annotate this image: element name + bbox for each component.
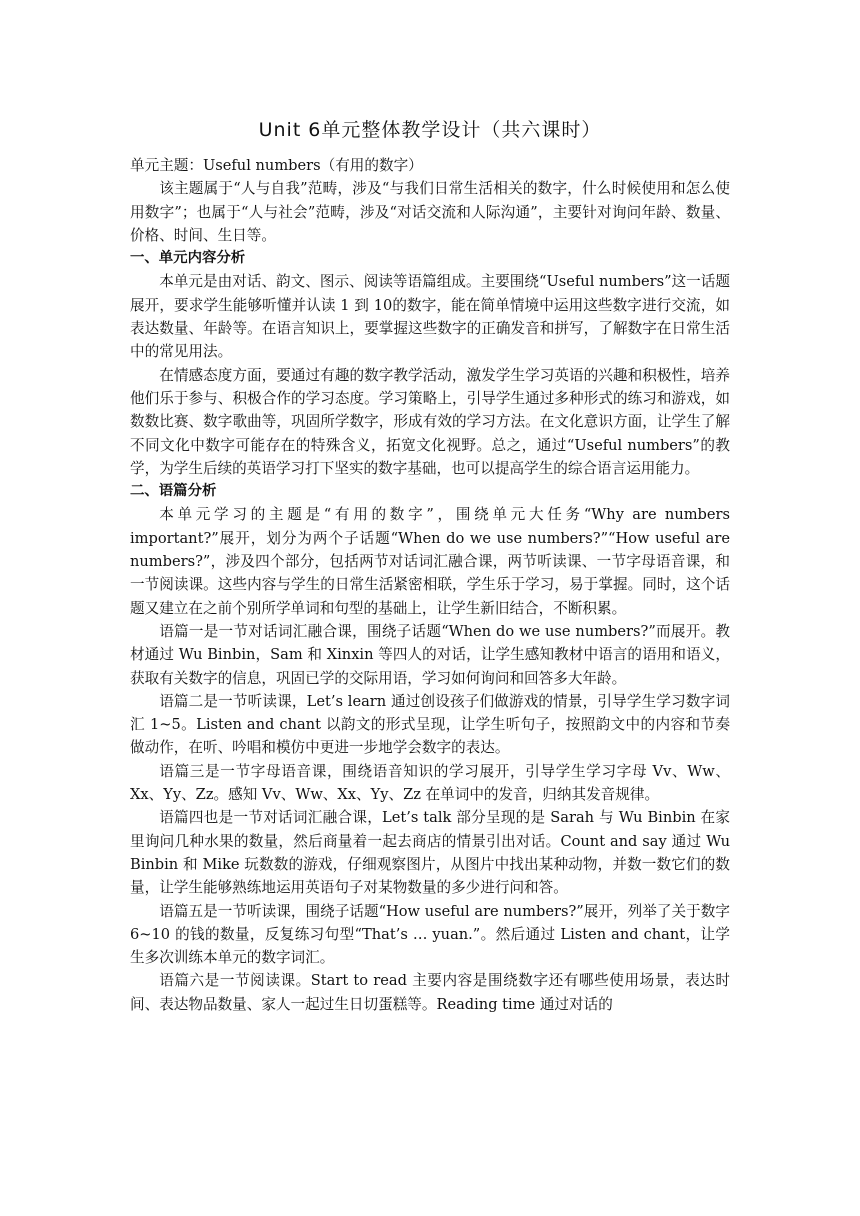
unit-theme-label: 单元主题： [130, 157, 203, 174]
section2-paragraph: 本单元学习的主题是“有用的数字”，围绕单元大任务“Why are numbers important?”展开，划分为两个子话题“When do we use numbers?”“How useful are numbers?”，涉及四个部分，包括两节对话词汇融合课，两节听读课、一节字母语音课，和一节阅读课。这些内容与学生的日常生活紧密相联，学生乐于学习，易于掌握。同时，这个话题又建立在之前个别所学单词和句型的基础上，让学生新旧结合，不断积累。 [130, 506, 730, 617]
theme-paragraph: 该主题属于“人与自我”范畴，涉及“与我们日常生活相关的数字，什么时候使用和怎么使用数字”；也属于“人与社会”范畴，涉及“对话交流和人际沟通”，主要针对询问年龄、数量、价格、时间、生日等。 [130, 180, 730, 244]
unit-theme-line [130, 154, 730, 177]
section1-paragraph: 本单元是由对话、韵文、图示、阅读等语篇组成。主要围绕“Useful numbers”这一话题展开，要求学生能够听懂并认读 1 到 10的数字，能在简单情境中运用这些数字进行交流，如表达数量、年龄等。在语言知识上，要掌握这些数字的正确发音和拼写，了解数字在日常生活中的常见用法。 [130, 273, 730, 361]
section1-heading: 一、单元内容分析 [130, 250, 246, 267]
section2-paragraph: 语篇四也是一节对话词汇融合课，Let’s talk 部分呈现的是 Sarah 与 Wu Binbin 在家里询问几种水果的数量，然后商量着一起去商店的情景引出对话。Count and say 通过 Wu Binbin 和 Mike 玩数数的游戏，仔细观察图片，从图片中找出某种动物，并数一数它们的数量，让学生能够熟练地运用英语句子对某物数量的多少进行问和答。 [130, 809, 730, 897]
section1-paragraph: 在情感态度方面，要通过有趣的数字教学活动，激发学生学习英语的兴趣和积极性，培养他们乐于参与、积极合作的学习态度。学习策略上，引导学生通过多种形式的练习和游戏，如数数比赛、数字歌曲等，巩固所学数字，形成有效的学习方法。在文化意识方面，让学生了解不同文化中数字可能存在的特殊含义，拓宽文化视野。总之，通过“Useful numbers”的教学，为学生后续的英语学习打下坚实的数字基础，也可以提高学生的综合语言运用能力。 [130, 366, 730, 477]
section2-paragraph: 语篇二是一节听读课，Let’s learn 通过创设孩子们做游戏的情景，引导学生学习数字词汇 1~5。Listen and chant 以韵文的形式呈现，让学生听句子，按照韵文中的内容和节奏做动作，在听、吟唱和模仿中更进一步地学会数字的表达。 [130, 692, 730, 757]
section2-paragraph: 语篇一是一节对话词汇融合课，围绕子话题“When do we use numbers?”而展开。教材通过 Wu Binbin，Sam 和 Xinxin 等四人的对话，让学生感知教材中语言的语用和语义，获取有关数字的信息，巩固已学的交际用语，学习如何询问和回答多大年龄。 [130, 622, 730, 687]
section2-heading: 二、语篇分析 [130, 483, 217, 500]
section2-paragraph: 语篇三是一节字母语音课，围绕语音知识的学习展开，引导学生学习字母 Vv、Ww、Xx、Yy、Zz。感知 Vv、Ww、Xx、Yy、Zz 在单词中的发音，归纳其发音规律。 [130, 762, 730, 804]
section2-paragraph: 语篇五是一节听读课，围绕子话题“How useful are numbers?”展开，列举了关于数字 6~10 的钱的数量，反复练习句型“That’s … yuan.”。然后通过 Listen and chant，让学生多次训练本单元的数字词汇。 [130, 902, 730, 967]
section2-paragraph: 语篇六是一节阅读课。Start to read 主要内容是围绕数字还有哪些使用场景，表达时间、表达物品数量、家人一起过生日切蛋糕等。Reading time 通过对话的 [130, 972, 730, 1013]
unit-theme-value: Useful numbers（有用的数字） [202, 157, 423, 174]
document-page [130, 118, 730, 1016]
document-title: Unit 6单元整体教学设计（共六课时） [258, 119, 602, 141]
